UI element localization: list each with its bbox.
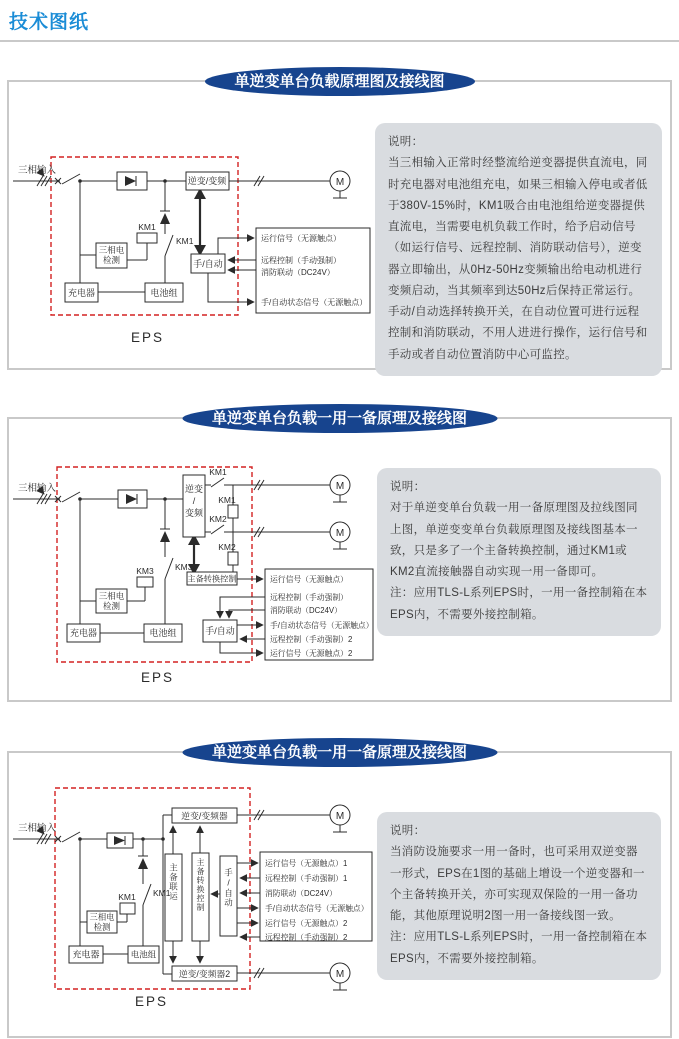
description-body: 当消防设施要求一用一备时，也可采用双逆变器一形式，EPS在1图的基础上增设一个逆变器和一个主备转换开关，亦可实现双保险的一用一备功能，其他原理说明2图一用一备接线图一致。 bbox=[390, 846, 645, 923]
signal-row: 手/自动状态信号（无源触点） bbox=[261, 298, 368, 307]
page-header bbox=[0, 0, 679, 42]
km1-coil-label: KM1 bbox=[218, 495, 236, 505]
three-phase-input-label: 三相输入 bbox=[18, 483, 57, 494]
signal-row: 远程控制（手动强制） bbox=[261, 256, 341, 265]
km1-switch-label: KM1 bbox=[209, 467, 227, 477]
description-heading: 说明： bbox=[390, 825, 426, 837]
description-heading: 说明： bbox=[388, 136, 424, 148]
battery-label: 电池组 bbox=[130, 949, 157, 960]
blocks bbox=[67, 467, 374, 660]
signal-row: 远程控制（手动强制）1 bbox=[265, 874, 348, 883]
panel-title-banner: 单逆变单台负载一用一备原理及接线图 bbox=[182, 404, 497, 433]
km1-coil-box bbox=[228, 505, 238, 518]
phase-detect-label-2: 检测 bbox=[102, 255, 121, 265]
km1-coil-box bbox=[137, 233, 157, 243]
km3-coil-label: KM3 bbox=[136, 566, 154, 576]
three-phase-input-label: 三相输入 bbox=[18, 823, 57, 834]
description-heading: 说明： bbox=[390, 481, 426, 493]
signal-row: 消防联动（DC24V） bbox=[261, 268, 335, 277]
inverter-label-2: 变频 bbox=[184, 508, 204, 518]
km3-coil-box bbox=[137, 577, 153, 587]
description-box bbox=[377, 468, 661, 636]
inverter2-label: 逆变/变频器2 bbox=[178, 969, 231, 979]
description-note: 注：应用TLS-L系列EPS时，一用一备控制箱在本EPS内，不需要外接控制箱。 bbox=[390, 587, 648, 621]
panel-single-load bbox=[7, 73, 672, 370]
phase-detect-label-1: 三相电 bbox=[98, 245, 125, 255]
manual-auto-label: 手/自动 bbox=[205, 626, 235, 636]
signal-row: 远程控制（手动强制）2 bbox=[265, 933, 348, 942]
diagram-dual-inverter-backup bbox=[9, 753, 377, 1036]
battery-label: 电池组 bbox=[150, 288, 178, 298]
charger-label: 充电器 bbox=[69, 628, 98, 638]
master-backup-link-label: 主备联运 bbox=[168, 863, 179, 901]
panel-one-use-one-backup bbox=[7, 410, 672, 702]
km1-coil-box bbox=[120, 903, 135, 914]
diagram-single-load bbox=[9, 82, 377, 368]
km3-switch-label: KM3 bbox=[175, 562, 193, 572]
motor-label: M bbox=[335, 811, 345, 822]
km1-coil-label: KM1 bbox=[118, 892, 136, 902]
signal-row: 运行信号（无源触点）2 bbox=[265, 919, 348, 928]
signal-row: 消防联动（DC24V） bbox=[265, 889, 337, 898]
inverter-label-slash: / bbox=[192, 496, 196, 506]
phase-detect-label-2: 检测 bbox=[93, 922, 111, 932]
signal-row: 运行信号（无源触点）2 bbox=[270, 649, 353, 658]
description-body: 当三相输入正常时经整流给逆变器提供直流电，同时充电器对电池组充电，如果三相输入停电或者低于380V-15%时，KM1吸合由电池组给逆变器提供直流电，当需要电机负载工作时，给予启动信号（如运行信号、远程控制、消防联动信号），逆变器立即输出，从0Hz-50Hz变频输出给电动机进行变频启动，当其频率到达50Hz后保持正常运行。手动/自动选择转换开关，在自动位置可进行远程控制和消防联动，不用人进进行操作，运行信号和手动或者自动位置消防中心可监控。 bbox=[388, 157, 648, 361]
motor-label: M bbox=[335, 969, 345, 980]
km1-switch-label: KM1 bbox=[176, 236, 194, 246]
manual-auto-label: 手/自动 bbox=[223, 868, 234, 908]
diagram-one-use-one-backup bbox=[9, 419, 377, 700]
signal-row: 远程控制（手动强制）2 bbox=[270, 635, 353, 644]
phase-detect-label-1: 三相电 bbox=[98, 591, 125, 601]
eps-label: EPS bbox=[135, 994, 169, 1009]
charger-label: 充电器 bbox=[72, 949, 100, 960]
transfer-control-label: 主备转换控制 bbox=[187, 574, 237, 584]
description-box bbox=[375, 123, 662, 376]
signal-row: 运行信号（无源触点） bbox=[270, 575, 348, 584]
signal-row: 运行信号（无源触点） bbox=[261, 234, 341, 243]
inverter-label: 逆变/变频 bbox=[187, 176, 227, 186]
panel-title-banner: 单逆变单台负载一用一备原理及接线图 bbox=[182, 738, 497, 767]
phase-detect-label-2: 检测 bbox=[102, 601, 121, 611]
km2-coil-box bbox=[228, 552, 238, 565]
panel-dual-inverter-backup bbox=[7, 744, 672, 1038]
signal-row: 远程控制（手动强制） bbox=[270, 593, 348, 602]
km2-coil-label: KM2 bbox=[218, 542, 236, 552]
eps-label: EPS bbox=[131, 330, 165, 345]
manual-auto-label: 手/自动 bbox=[193, 259, 223, 269]
charger-label: 充电器 bbox=[67, 288, 96, 298]
eps-label: EPS bbox=[141, 670, 175, 685]
blocks bbox=[69, 805, 372, 983]
page-title: 技术图纸 bbox=[9, 12, 90, 33]
description-box bbox=[377, 812, 661, 980]
three-phase-input-label: 三相输入 bbox=[18, 165, 57, 176]
km2-switch-label: KM2 bbox=[209, 514, 227, 524]
description-body: 对于单逆变单台负载一用一备原理图及拉线图同上图，单逆变变单台负载原理图及接线图基本一致，只是多了一个主备转换控制，通过KM1或KM2直流接触器自动实现一用一备即可。 bbox=[390, 502, 638, 579]
signal-row: 运行信号（无源触点）1 bbox=[265, 859, 348, 868]
panel-title-banner: 单逆变单台负载原理图及接线图 bbox=[204, 67, 474, 96]
phase-detect-label-1: 三相电 bbox=[89, 912, 115, 922]
battery-label: 电池组 bbox=[149, 628, 177, 638]
motor-label: M bbox=[335, 528, 345, 539]
signal-row: 消防联动（DC24V） bbox=[270, 606, 342, 615]
km1-switch-label: KM1 bbox=[153, 888, 171, 898]
inverter-label-1: 逆变 bbox=[184, 484, 204, 494]
motor-label: M bbox=[335, 177, 345, 188]
signal-row: 手/自动状态信号（无源触点） bbox=[270, 621, 374, 630]
signal-row: 手/自动状态信号（无源触点） bbox=[265, 904, 369, 913]
transfer-control-label: 主备转换控制 bbox=[196, 858, 205, 912]
content bbox=[0, 73, 679, 1038]
km1-coil-label: KM1 bbox=[138, 222, 156, 232]
motor-label: M bbox=[335, 481, 345, 492]
inverter1-label: 逆变/变频器 bbox=[181, 811, 228, 821]
description-note: 注：应用TLS-L系列EPS时，一用一备控制箱在本EPS内，不需要外接控制箱。 bbox=[390, 931, 648, 965]
